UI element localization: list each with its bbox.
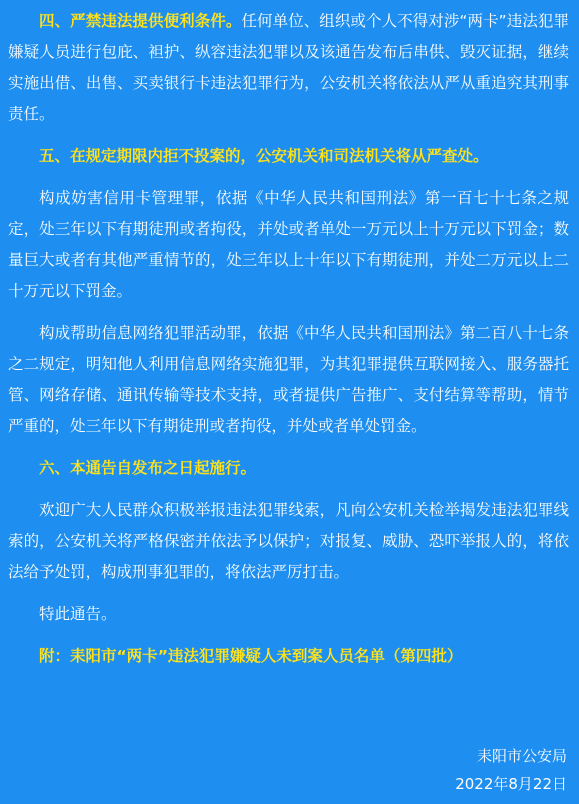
notice-body — [8, 6, 569, 672]
section-5-heading: 五、在规定期限内拒不投案的，公安机关和司法机关将从严查处。 — [39, 147, 489, 165]
section-4-heading: 四、严禁违法提供便利条件。 — [39, 12, 242, 30]
section-6-heading: 六、本通告自发布之日起施行。 — [39, 459, 257, 477]
section-4-paragraph — [8, 6, 569, 130]
attachment-link[interactable]: 附：耒阳市“两卡”违法犯罪嫌疑人未到案人员名单（第四批） — [39, 647, 463, 665]
signature-block — [455, 742, 567, 798]
section-6-paragraph-1: 欢迎广大人民群众积极举报违法犯罪线索，凡向公安机关检举揭发违法犯罪线索的，公安机关将严格保密并依法予以保护；对报复、威胁、恐吓举报人的，将依法给予处罚，构成刑事犯罪的，将依法严厉打击。 — [8, 501, 569, 581]
issue-date: 2022年8月22日 — [455, 775, 567, 793]
section-4-text: 任何单位、组织或个人不得对涉“两卡”违法犯罪嫌疑人员进行包庇、袒护、纵容违法犯罪以及该通告发布后串供、毁灭证据，继续实施出借、出售、买卖银行卡违法犯罪行为，公安机关将依法从严从重追究其刑事责任。 — [8, 12, 569, 123]
issuer-name: 耒阳市公安局 — [476, 747, 567, 765]
closing-statement: 特此通告。 — [39, 605, 117, 623]
section-5-paragraph-1: 构成妨害信用卡管理罪，依据《中华人民共和国刑法》第一百七十七条之规定，处三年以下有期徒刑或者拘役，并处或者单处一万元以上十万元以下罚金；数量巨大或者有其他严重情节的，处三年以上十年以下有期徒刑，并处二万元以上二十万元以下罚金。 — [8, 189, 569, 300]
section-5-paragraph-2: 构成帮助信息网络犯罪活动罪，依据《中华人民共和国刑法》第二百八十七条之二规定，明知他人利用信息网络实施犯罪，为其犯罪提供互联网接入、服务器托管、网络存储、通讯传输等技术支持，或者提供广告推广、支付结算等帮助，情节严重的，处三年以下有期徒刑或者拘役，并处或者单处罚金。 — [8, 324, 569, 435]
